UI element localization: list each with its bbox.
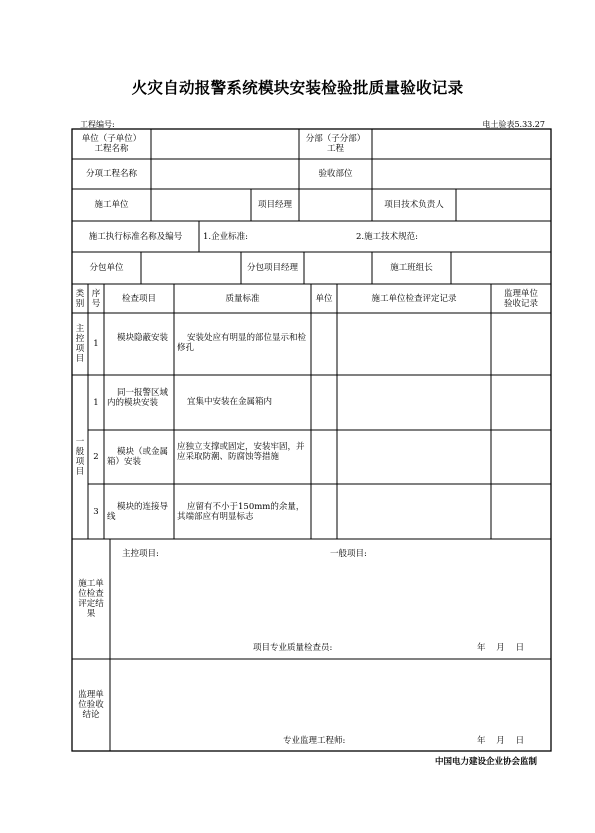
evaluation-label: 施工单 位检查 评定结 果 bbox=[78, 579, 104, 619]
team-leader-label: 施工班组长 bbox=[390, 263, 433, 273]
subcontractor-label: 分包单位 bbox=[89, 263, 124, 273]
column-check-item: 检查项目 bbox=[121, 293, 156, 304]
column-supervision-record: 监理单位 验收记录 bbox=[503, 288, 538, 309]
general-item-3-name: 模块的连接导线 bbox=[107, 502, 169, 522]
sub-pm-label: 分包项目经理 bbox=[246, 263, 298, 273]
column-standard: 质量标准 bbox=[225, 293, 260, 304]
general-item-2-name: 模块（或金属箱）安装 bbox=[107, 447, 169, 467]
footer-issuer: 中国电力建设企业协会监制 bbox=[434, 757, 537, 767]
construction-unit-label: 施工单位 bbox=[94, 200, 129, 210]
main-item-seq: 1 bbox=[93, 339, 99, 349]
tech-lead-label: 项目技术负责人 bbox=[384, 200, 444, 210]
unit-project-label: 单位（子单位） 工程名称 bbox=[81, 134, 142, 154]
general-item-2-seq: 2 bbox=[93, 452, 99, 462]
main-item-standard: 安装处应有明显的部位显示和检修孔 bbox=[177, 333, 307, 353]
page-title: 火灾自动报警系统模块安装检验批质量验收记录 bbox=[131, 79, 464, 97]
quality-inspector-label: 项目专业质量检查员: bbox=[253, 643, 333, 653]
evaluation-date: 年 月 日 bbox=[477, 643, 525, 653]
construction-spec-label: 2.施工技术规范: bbox=[356, 232, 418, 242]
sub-project-label: 分部（子分部） 工程 bbox=[305, 134, 366, 154]
general-item-1-name: 同一报警区域内的模块安装 bbox=[107, 388, 169, 408]
supervision-engineer-label: 专业监理工程师: bbox=[283, 736, 346, 746]
column-unit: 单位 bbox=[315, 293, 333, 304]
form-number: 电土验表5.33.27 bbox=[482, 120, 545, 129]
main-category-label: 主 控 项 目 bbox=[75, 324, 85, 364]
general-item-2-standard: 应独立支撑或固定，安装牢固，并应采取防潮、防腐蚀等措施 bbox=[177, 442, 305, 462]
general-item-3-standard: 应留有不小于150mm的余量，其端部应有明显标志 bbox=[177, 502, 305, 522]
project-number-label: 工程编号: bbox=[80, 120, 115, 129]
supervision-date: 年 月 日 bbox=[477, 736, 525, 746]
supervision-label: 监理单 位验收 结论 bbox=[78, 690, 104, 720]
main-item-name: 模块隐蔽安装 bbox=[117, 333, 169, 343]
general-category-label: 一 般 项 目 bbox=[75, 437, 85, 477]
general-item-1-standard: 宜集中安装在金属箱内 bbox=[187, 397, 273, 407]
project-manager-label: 项目经理 bbox=[257, 200, 292, 210]
item-project-label: 分项工程名称 bbox=[85, 169, 137, 179]
column-category: 类 别 bbox=[75, 288, 85, 309]
enterprise-standard-label: 1.企业标准: bbox=[203, 232, 248, 242]
general-item-3-seq: 3 bbox=[93, 506, 99, 517]
general-item-1-seq: 1 bbox=[93, 397, 99, 408]
evaluation-main-items-label: 主控项目: bbox=[122, 549, 159, 559]
column-seq: 序 号 bbox=[91, 288, 101, 309]
evaluation-general-items-label: 一般项目: bbox=[330, 549, 367, 559]
column-construction-record: 施工单位检查评定记录 bbox=[371, 293, 457, 304]
acceptance-part-label: 验收部位 bbox=[318, 169, 353, 179]
standard-label: 施工执行标准名称及编号 bbox=[88, 231, 183, 242]
